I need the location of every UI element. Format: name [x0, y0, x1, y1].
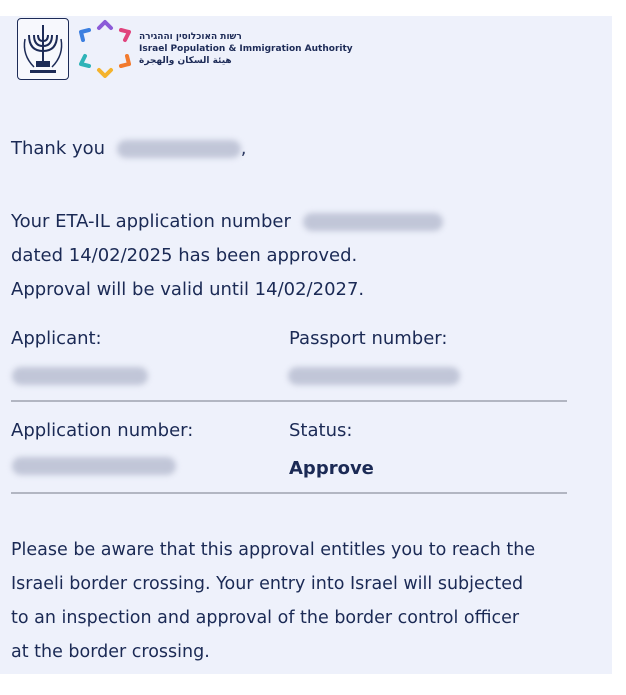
passport-number-label: Passport number: [289, 328, 448, 349]
approval-paragraph [11, 205, 443, 307]
redacted-applicant-name [117, 140, 241, 158]
notice-line-3: to an inspection and approval of the border control officer [11, 608, 520, 628]
status-label: Status: [289, 420, 353, 441]
redacted-application-number [303, 213, 443, 231]
greeting-prefix: Thank you [11, 138, 106, 159]
applicant-label: Applicant: [11, 328, 102, 349]
status-value: Approve [289, 458, 374, 479]
redacted-passport-value [288, 367, 460, 385]
details-divider-1 [11, 400, 567, 402]
authority-name-english: Israel Population & Immigration Authority [139, 44, 353, 54]
redacted-applicant-value [12, 367, 148, 385]
notice-line-4: at the border crossing. [11, 642, 210, 662]
notice-line-1: Please be aware that this approval entitles you to reach the [11, 540, 536, 560]
application-number-label: Application number: [11, 420, 194, 441]
notice-paragraph [11, 533, 607, 669]
approval-email-card [0, 16, 612, 674]
greeting-line [11, 137, 247, 161]
authority-logo-icon [77, 18, 133, 78]
approval-line-3: Approval will be valid until 14/02/2027. [11, 279, 365, 300]
authority-name [139, 31, 379, 67]
details-divider-2 [11, 492, 567, 494]
approval-line-1-text: Your ETA-IL application number [11, 211, 291, 232]
state-emblem-icon [17, 18, 69, 80]
redacted-application-number-value [12, 457, 176, 475]
approval-line-1 [11, 205, 443, 239]
greeting-suffix: , [240, 138, 247, 159]
approval-line-2: dated 14/02/2025 has been approved. [11, 245, 358, 266]
notice-line-2: Israeli border crossing. Your entry into Israel will subjected [11, 574, 524, 594]
authority-name-arabic: هيئة السكان والهجرة [139, 56, 232, 66]
authority-name-hebrew: רשות האוכלוסין וההגירה [139, 32, 242, 42]
